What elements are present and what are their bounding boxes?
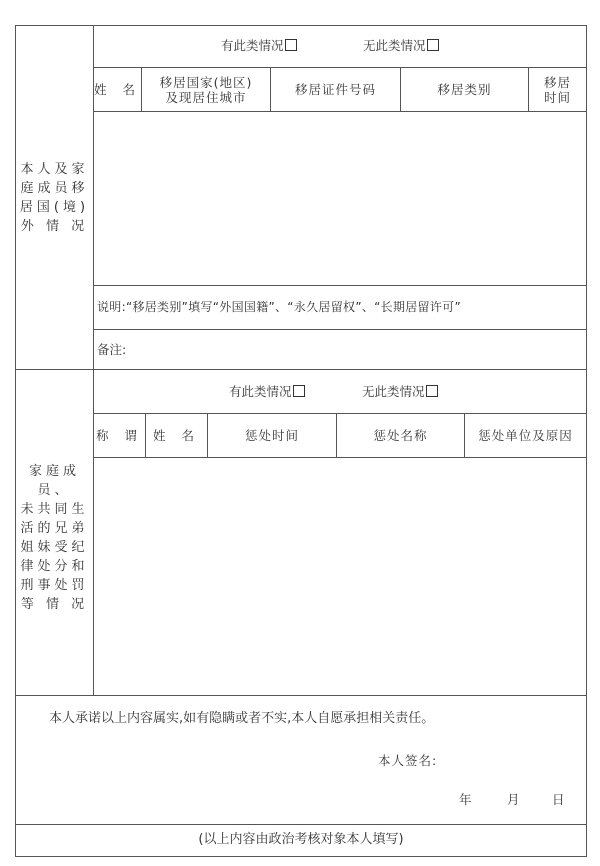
- s2-line: [93, 457, 587, 458]
- pledge-text: 本人承诺以上内容属实,如有隐瞒或者不实,本人自愿承担相关责任。: [49, 711, 435, 726]
- s1-line: [93, 285, 587, 286]
- s1-has-label: 有此类情况: [221, 38, 284, 53]
- section1-label: 本人及家 庭成员移 居国(境) 外 情 况: [19, 162, 90, 234]
- s2-has-label: 有此类情况: [229, 384, 292, 399]
- s2-col-title: 称 谓: [96, 428, 143, 443]
- s2-has-checkbox[interactable]: [293, 385, 305, 397]
- s2-none-option: [362, 384, 438, 400]
- s1-none-checkbox[interactable]: [427, 39, 439, 51]
- s1-has-option: [221, 38, 297, 54]
- section-separator: [15, 369, 587, 370]
- date-day: 日: [552, 792, 565, 807]
- border-bottom: [15, 856, 587, 857]
- s2-has-option: [229, 384, 305, 400]
- s1-col-time: 移居 时间: [543, 74, 571, 105]
- s2-col-name: 姓 名: [153, 428, 200, 443]
- s1-remark: 备注:: [97, 342, 127, 357]
- s1-col-type: 移居类别: [437, 82, 492, 97]
- section2-label: 家庭成员、 未共同生 活的兄弟 姐妹受纪 律处分和 刑事处罚 等 情 况: [20, 464, 89, 612]
- border-right: [586, 25, 587, 857]
- s1-col-cert: 移居证件号码: [294, 82, 376, 97]
- border-top: [15, 25, 587, 26]
- s1-none-option: [363, 38, 439, 54]
- s1-note: 说明:“移居类别”填写“外国国籍”、“永久居留权”、“长期居留许可”: [97, 300, 461, 314]
- s2-col-penalty: 惩处名称: [373, 428, 428, 443]
- s1-has-checkbox[interactable]: [285, 39, 297, 51]
- s2-col-time: 惩处时间: [244, 428, 299, 443]
- s1-col-name: 姓 名: [94, 82, 141, 97]
- s1-none-label: 无此类情况: [363, 38, 426, 53]
- s2-col-unit: 惩处单位及原因: [478, 428, 573, 443]
- pledge-separator: [15, 695, 587, 696]
- s1-col-country: 移居国家(地区) 及现居住城市: [159, 74, 253, 105]
- s1-line: [93, 329, 587, 330]
- s2-none-checkbox[interactable]: [426, 385, 438, 397]
- signature-label: 本人签名:: [378, 753, 438, 768]
- border-left: [15, 25, 16, 857]
- s1-line: [93, 111, 587, 112]
- label-divider: [93, 25, 94, 695]
- date-year: 年: [459, 792, 472, 807]
- date-month: 月: [507, 792, 520, 807]
- footer-separator: [15, 824, 587, 825]
- footer-note: (以上内容由政治考核对象本人填写): [198, 832, 404, 847]
- s2-none-label: 无此类情况: [362, 384, 425, 399]
